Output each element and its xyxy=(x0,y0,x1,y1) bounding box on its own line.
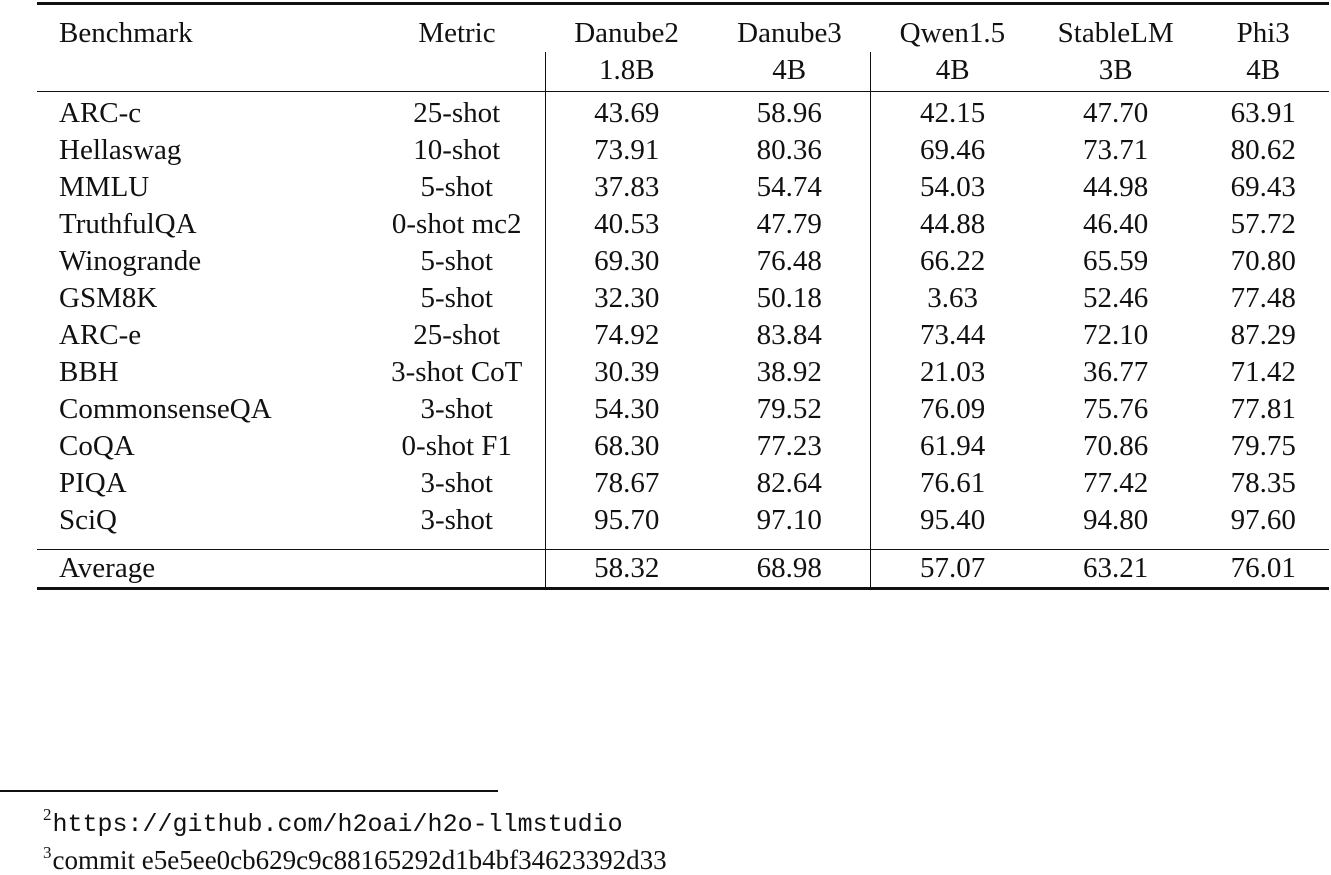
average-label: Average xyxy=(37,550,369,589)
score-cell: 36.77 xyxy=(1083,356,1149,388)
average-value: 57.07 xyxy=(871,550,1034,589)
score-cell: 77.48 xyxy=(1230,282,1296,314)
score-cell: 77.23 xyxy=(756,430,822,462)
metric-name: 0-shot F1 xyxy=(401,430,512,462)
score-cell: 94.80 xyxy=(1083,504,1149,536)
benchmark-name: ARC-e xyxy=(59,319,142,351)
benchmark-name: Hellaswag xyxy=(59,134,182,166)
metric-name: 25-shot xyxy=(369,92,545,133)
footnote-url: https://github.com/h2oai/h2o-llmstudio xyxy=(52,810,623,839)
benchmark-name: ARC-c xyxy=(37,92,369,133)
table-row xyxy=(37,428,1329,465)
score-cell: 47.79 xyxy=(756,208,822,240)
footnote-rule xyxy=(0,790,498,792)
benchmark-name: BBH xyxy=(59,356,119,388)
metric-name: 3-shot xyxy=(420,504,493,536)
score-cell: 79.52 xyxy=(756,393,822,425)
metric-name: 0-shot mc2 xyxy=(391,208,522,240)
score-cell: 32.30 xyxy=(545,280,708,317)
metric-name: 25-shot xyxy=(413,319,501,351)
metric-name: 5-shot xyxy=(420,171,493,203)
header-metric: Metric xyxy=(369,4,545,53)
score-cell: 61.94 xyxy=(871,428,1034,465)
header-row-model-sizes xyxy=(37,52,1329,92)
score-cell: 30.39 xyxy=(545,354,708,391)
table-row xyxy=(37,502,1329,550)
metric-name: 3-shot CoT xyxy=(391,356,523,388)
score-cell: 52.46 xyxy=(1083,282,1149,314)
benchmark-name: CoQA xyxy=(59,430,135,462)
footnote-2 xyxy=(43,800,623,840)
metric-name: 3-shot xyxy=(420,467,493,499)
score-cell: 44.88 xyxy=(871,206,1034,243)
header-model-size: 4B xyxy=(871,52,1034,92)
score-cell: 70.80 xyxy=(1230,245,1296,277)
average-value: 58.32 xyxy=(545,550,708,589)
score-cell: 78.35 xyxy=(1230,467,1296,499)
header-model-name: StableLM xyxy=(1034,4,1198,53)
score-cell: 54.03 xyxy=(871,169,1034,206)
score-cell: 87.29 xyxy=(1230,319,1296,351)
average-value: 63.21 xyxy=(1034,550,1198,589)
score-cell: 79.75 xyxy=(1230,430,1296,462)
average-value: 68.98 xyxy=(708,550,871,589)
header-model-size: 3B xyxy=(1098,54,1133,86)
score-cell: 75.76 xyxy=(1083,393,1149,425)
score-cell: 3.63 xyxy=(871,280,1034,317)
score-cell: 97.60 xyxy=(1230,504,1296,536)
score-cell: 44.98 xyxy=(1083,171,1149,203)
table-body xyxy=(37,92,1329,550)
header-model-name: Phi3 xyxy=(1197,4,1329,53)
score-cell: 43.69 xyxy=(545,92,708,133)
table-row xyxy=(37,391,1329,428)
score-cell: 80.36 xyxy=(756,134,822,166)
table-row xyxy=(37,169,1329,206)
benchmark-results-table xyxy=(37,2,1329,590)
score-cell: 77.42 xyxy=(1083,467,1149,499)
metric-name: 5-shot xyxy=(420,245,493,277)
score-cell: 70.86 xyxy=(1083,430,1149,462)
score-cell: 73.44 xyxy=(871,317,1034,354)
score-cell: 80.62 xyxy=(1230,134,1296,166)
table-row xyxy=(37,243,1329,280)
header-row-model-names xyxy=(37,4,1329,53)
header-model-size: 4B xyxy=(1246,54,1281,86)
header-model-name: Qwen1.5 xyxy=(871,4,1034,53)
table-row xyxy=(37,354,1329,391)
score-cell: 76.48 xyxy=(756,245,822,277)
footnote-commit: commit e5e5ee0cb629c9c88165292d1b4bf34623392d33 xyxy=(52,845,667,875)
score-cell: 73.71 xyxy=(1083,134,1149,166)
score-cell: 21.03 xyxy=(871,354,1034,391)
score-cell: 54.74 xyxy=(756,171,822,203)
score-cell: 54.30 xyxy=(545,391,708,428)
score-cell: 63.91 xyxy=(1197,92,1329,133)
benchmark-name: Winogrande xyxy=(59,245,202,277)
benchmark-name: PIQA xyxy=(59,467,127,499)
score-cell: 95.40 xyxy=(871,502,1034,550)
score-cell: 74.92 xyxy=(545,317,708,354)
table-row xyxy=(37,465,1329,502)
score-cell: 71.42 xyxy=(1230,356,1296,388)
footnote-mark: 2 xyxy=(43,805,52,824)
score-cell: 37.83 xyxy=(545,169,708,206)
score-cell: 66.22 xyxy=(871,243,1034,280)
table-row xyxy=(37,317,1329,354)
score-cell: 42.15 xyxy=(871,92,1034,133)
benchmark-name: SciQ xyxy=(59,504,117,536)
score-cell: 95.70 xyxy=(545,502,708,550)
metric-name: 10-shot xyxy=(413,134,501,166)
score-cell: 50.18 xyxy=(756,282,822,314)
footnote-mark: 3 xyxy=(43,843,52,862)
score-cell: 97.10 xyxy=(756,504,822,536)
header-model-name: Danube2 xyxy=(545,4,708,53)
metric-name: 5-shot xyxy=(420,282,493,314)
score-cell: 83.84 xyxy=(756,319,822,351)
average-value: 76.01 xyxy=(1197,550,1329,589)
benchmark-name: GSM8K xyxy=(59,282,158,314)
score-cell: 82.64 xyxy=(756,467,822,499)
table-row xyxy=(37,92,1329,133)
score-cell: 76.09 xyxy=(871,391,1034,428)
table-row xyxy=(37,206,1329,243)
score-cell: 58.96 xyxy=(708,92,871,133)
score-cell: 65.59 xyxy=(1083,245,1149,277)
benchmark-name: CommonsenseQA xyxy=(59,393,272,425)
benchmark-name: TruthfulQA xyxy=(59,208,197,240)
score-cell: 57.72 xyxy=(1230,208,1296,240)
score-cell: 78.67 xyxy=(545,465,708,502)
score-cell: 72.10 xyxy=(1083,319,1149,351)
benchmark-name: MMLU xyxy=(59,171,150,203)
metric-name: 3-shot xyxy=(420,393,493,425)
header-model-size: 1.8B xyxy=(545,52,708,92)
score-cell: 73.91 xyxy=(545,132,708,169)
score-cell: 40.53 xyxy=(545,206,708,243)
score-cell: 38.92 xyxy=(756,356,822,388)
score-cell: 76.61 xyxy=(871,465,1034,502)
score-cell: 47.70 xyxy=(1034,92,1198,133)
table-row xyxy=(37,132,1329,169)
header-model-name: Danube3 xyxy=(708,4,871,53)
score-cell: 46.40 xyxy=(1083,208,1149,240)
score-cell: 68.30 xyxy=(545,428,708,465)
score-cell: 77.81 xyxy=(1230,393,1296,425)
average-row xyxy=(37,550,1329,589)
score-cell: 69.43 xyxy=(1230,171,1296,203)
table-row xyxy=(37,280,1329,317)
score-cell: 69.30 xyxy=(545,243,708,280)
footnote-3 xyxy=(43,838,667,875)
header-benchmark: Benchmark xyxy=(37,4,369,53)
header-model-size: 4B xyxy=(772,54,807,86)
score-cell: 69.46 xyxy=(871,132,1034,169)
